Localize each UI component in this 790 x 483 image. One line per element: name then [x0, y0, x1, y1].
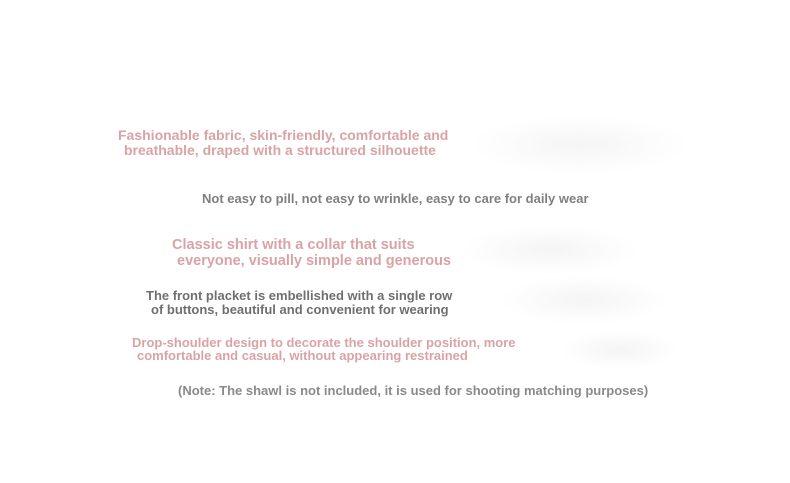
feature-care-line-1: Not easy to pill, not easy to wrinkle, easy to care for daily wear	[202, 191, 589, 206]
feature-placket-line-1: The front placket is embellished with a single row	[146, 288, 453, 303]
feature-collar-line-2: everyone, visually simple and generous	[177, 253, 451, 269]
background-shade	[470, 115, 690, 175]
feature-fabric-line-2: breathable, draped with a structured silhouette	[124, 142, 436, 158]
feature-collar-line-1: Classic shirt with a collar that suits	[172, 237, 415, 253]
background-shade	[560, 330, 680, 370]
background-shade	[500, 275, 670, 325]
feature-shoulder-line-2: comfortable and casual, without appearing restrained	[137, 348, 468, 363]
feature-placket-line-2: of buttons, beautiful and convenient for wearing	[151, 302, 449, 317]
background-shade	[460, 225, 640, 275]
feature-fabric-line-1: Fashionable fabric, skin-friendly, comfortable and	[118, 127, 449, 143]
feature-shoulder-line-1: Drop-shoulder design to decorate the shoulder position, more	[132, 335, 516, 350]
shawl-note: (Note: The shawl is not included, it is used for shooting matching purposes)	[178, 383, 649, 398]
